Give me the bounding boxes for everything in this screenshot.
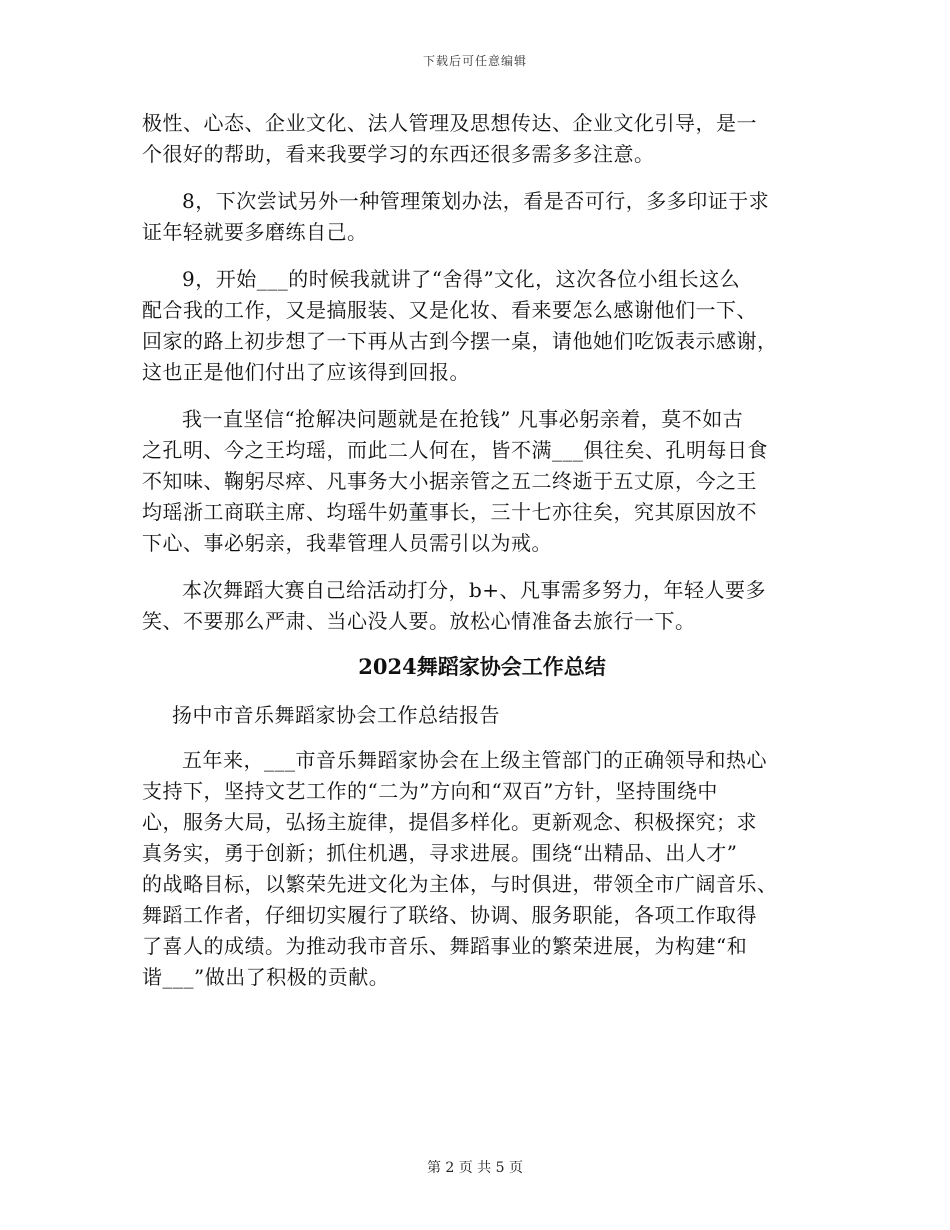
text-line: 这也正是他们付出了应该得到回报。 (142, 360, 470, 384)
text-line: 个很好的帮助，看来我要学习的东西还很多需多多注意。 (142, 142, 655, 166)
text-line: 五年来，___市音乐舞蹈家协会在上级主管部门的正确领导和热心 (182, 748, 767, 772)
paragraph-item-8 (142, 186, 812, 248)
text-line: 之孔明、今之王均瑶，而此二人何在，皆不满___俱往矣、孔明每日食 (142, 438, 768, 462)
text-line: 笑、不要那么严肃、当心没人要。放松心情准备去旅行一下。 (142, 609, 696, 633)
text-line: 舞蹈工作者，仔细切实履行了联络、协调、服务职能，各项工作取得 (142, 903, 757, 927)
page-header: 下载后可任意编辑 (422, 54, 527, 68)
text-line: 的战略目标，以繁荣先进文化为主体，与时俱进，带领全市广阔音乐、 (142, 872, 778, 896)
text-line: 下心、事必躬亲，我辈管理人员需引以为戒。 (142, 531, 552, 555)
paragraph-continuation (142, 108, 812, 170)
report-subtitle: 扬中市音乐舞蹈家协会工作总结报告 (172, 703, 500, 727)
paragraph-five-years (142, 745, 812, 993)
paragraph-item-9 (142, 264, 812, 388)
paragraph-self-rating (142, 575, 812, 637)
text-line: 9，开始___的时候我就讲了“舍得”文化，这次各位小组长这么 (182, 267, 741, 291)
text-line: 心，服务大局，弘扬主旋律，提倡多样化。更新观念、积极探究；求 (142, 810, 757, 834)
text-line: 本次舞蹈大赛自己给活动打分，b+、凡事需多努力，年轻人要多 (182, 578, 767, 602)
text-line: 我一直坚信“抢解决问题就是在抢钱” 凡事必躬亲着，莫不如古 (182, 407, 744, 431)
text-line: 回家的路上初步想了一下再从古到今摆一桌，请他她们吃饭表示感谢， (142, 329, 778, 353)
document-body (142, 108, 812, 993)
text-line: 了喜人的成绩。为推动我市音乐、舞蹈事业的繁荣进展，为构建“和 (142, 934, 748, 958)
text-line: 均瑶浙工商联主席、均瑶牛奶董事长，三十七亦往矣，究其原因放不 (142, 500, 757, 524)
paragraph-belief (142, 404, 812, 559)
page-number: 第 2 页 共 5 页 (426, 1160, 524, 1176)
text-line: 证年轻就要多磨练自己。 (142, 220, 368, 244)
text-line: 谐___”做出了积极的贡献。 (142, 965, 390, 989)
text-line: 不知味、鞠躬尽瘁、凡事务大小据亲管之五二终逝于五丈原，今之王 (142, 469, 757, 493)
text-line: 支持下，坚持文艺工作的“二为”方向和“双百”方针，坚持围绕中 (142, 779, 718, 803)
text-line: 真务实，勇于创新；抓住机遇，寻求进展。围绕“出精品、出人才” (142, 841, 738, 865)
text-line: 配合我的工作，又是搞服装、又是化妆、看来要怎么感谢他们一下、 (142, 298, 757, 322)
section-title: 2024舞蹈家协会工作总结 (358, 654, 606, 679)
text-line: 8，下次尝试另外一种管理策划办法，看是否可行，多多印证于求 (182, 189, 770, 213)
text-line: 极性、心态、企业文化、法人管理及思想传达、企业文化引导，是一 (142, 111, 757, 135)
